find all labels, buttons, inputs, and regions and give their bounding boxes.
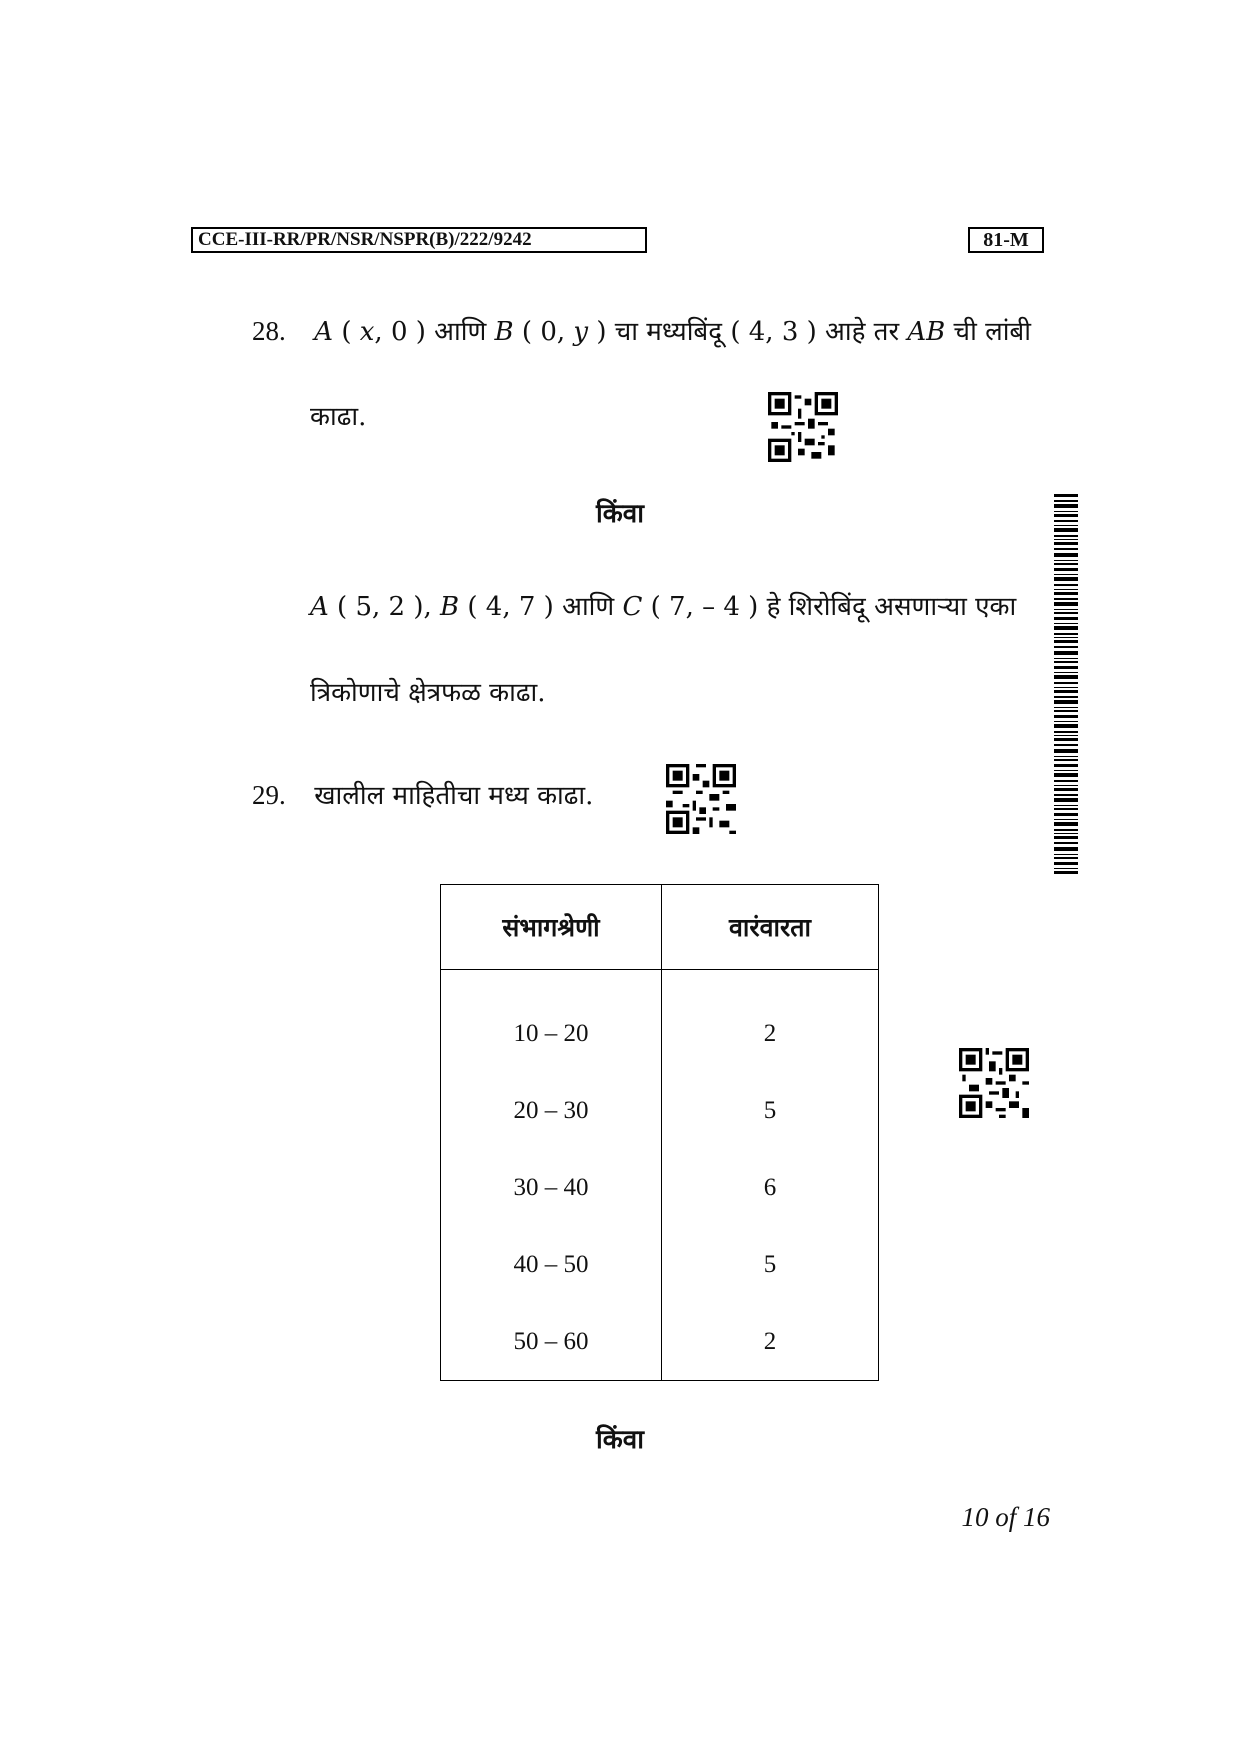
table-row [441,1226,879,1303]
frequency-cell: 5 [763,1250,777,1278]
table-row [441,1072,879,1149]
page-number: 10 of 16 [961,1502,1050,1532]
question-28-line2: काढा. [310,402,367,432]
class-interval-header: संभागश्रेणी [441,885,662,970]
question-28-line1 [252,314,1031,349]
frequency-cell: 6 [763,1173,777,1201]
text-fragment: ( [333,317,360,347]
text-fragment: , 0 ) आणि [374,317,495,347]
paper-code: CCE-III-RR/PR/NSR/NSPR(B)/222/9242 [191,227,647,253]
text-fragment: ( 7, – 4 ) हे शिरोबिंदू असणाऱ्या एका [642,592,1017,622]
subject-code: 81-M [968,227,1044,253]
question-number: 29. [252,780,286,810]
question-29-line [252,778,593,813]
point-a-label: A [310,592,329,622]
text-fragment: ( 0, [513,317,574,347]
table-header-row [441,885,879,970]
text-fragment: ) चा मध्यबिंदू ( 4, 3 ) आहे तर [588,317,908,347]
or-separator: किंवा [596,499,644,529]
class-interval-cell: 30 – 40 [441,1149,662,1226]
var-x: x [359,317,375,347]
class-interval-cell: 50 – 60 [441,1303,662,1381]
class-interval-cell: 20 – 30 [441,1072,662,1149]
frequency-cell: 2 [763,1019,777,1047]
text-fragment: ( 4, 7 ) आणि [459,592,623,622]
qr-code-icon [959,1048,1029,1118]
question-29-text: खालील माहितीचा मध्य काढा. [314,781,594,811]
qr-code-icon [768,392,838,462]
table-row [441,1303,879,1381]
question-28-alt-line1 [310,590,1016,624]
qr-code-icon [666,764,736,834]
frequency-cell: 2 [763,1327,777,1355]
table-row [441,1149,879,1226]
var-y: y [573,317,589,347]
point-b-label: B [440,592,460,622]
table-row [441,970,879,1073]
barcode-icon [1054,494,1078,874]
text-fragment: ( 5, 2 ), [328,592,441,622]
point-c-label: C [622,592,643,622]
class-interval-cell: 40 – 50 [441,1226,662,1303]
frequency-cell: 5 [763,1096,777,1124]
class-interval-cell: 10 – 20 [441,970,662,1073]
frequency-header: वारंवारता [662,885,879,970]
or-separator: किंवा [596,1425,644,1455]
question-number: 28. [252,316,286,346]
text-fragment: ची लांबी [945,317,1032,347]
point-a-label: A [314,317,334,347]
frequency-table [440,884,879,1381]
question-28-alt-line2: त्रिकोणाचे क्षेत्रफळ काढा. [310,678,546,708]
point-b-label: B [494,317,514,347]
segment-ab: AB [907,317,946,347]
